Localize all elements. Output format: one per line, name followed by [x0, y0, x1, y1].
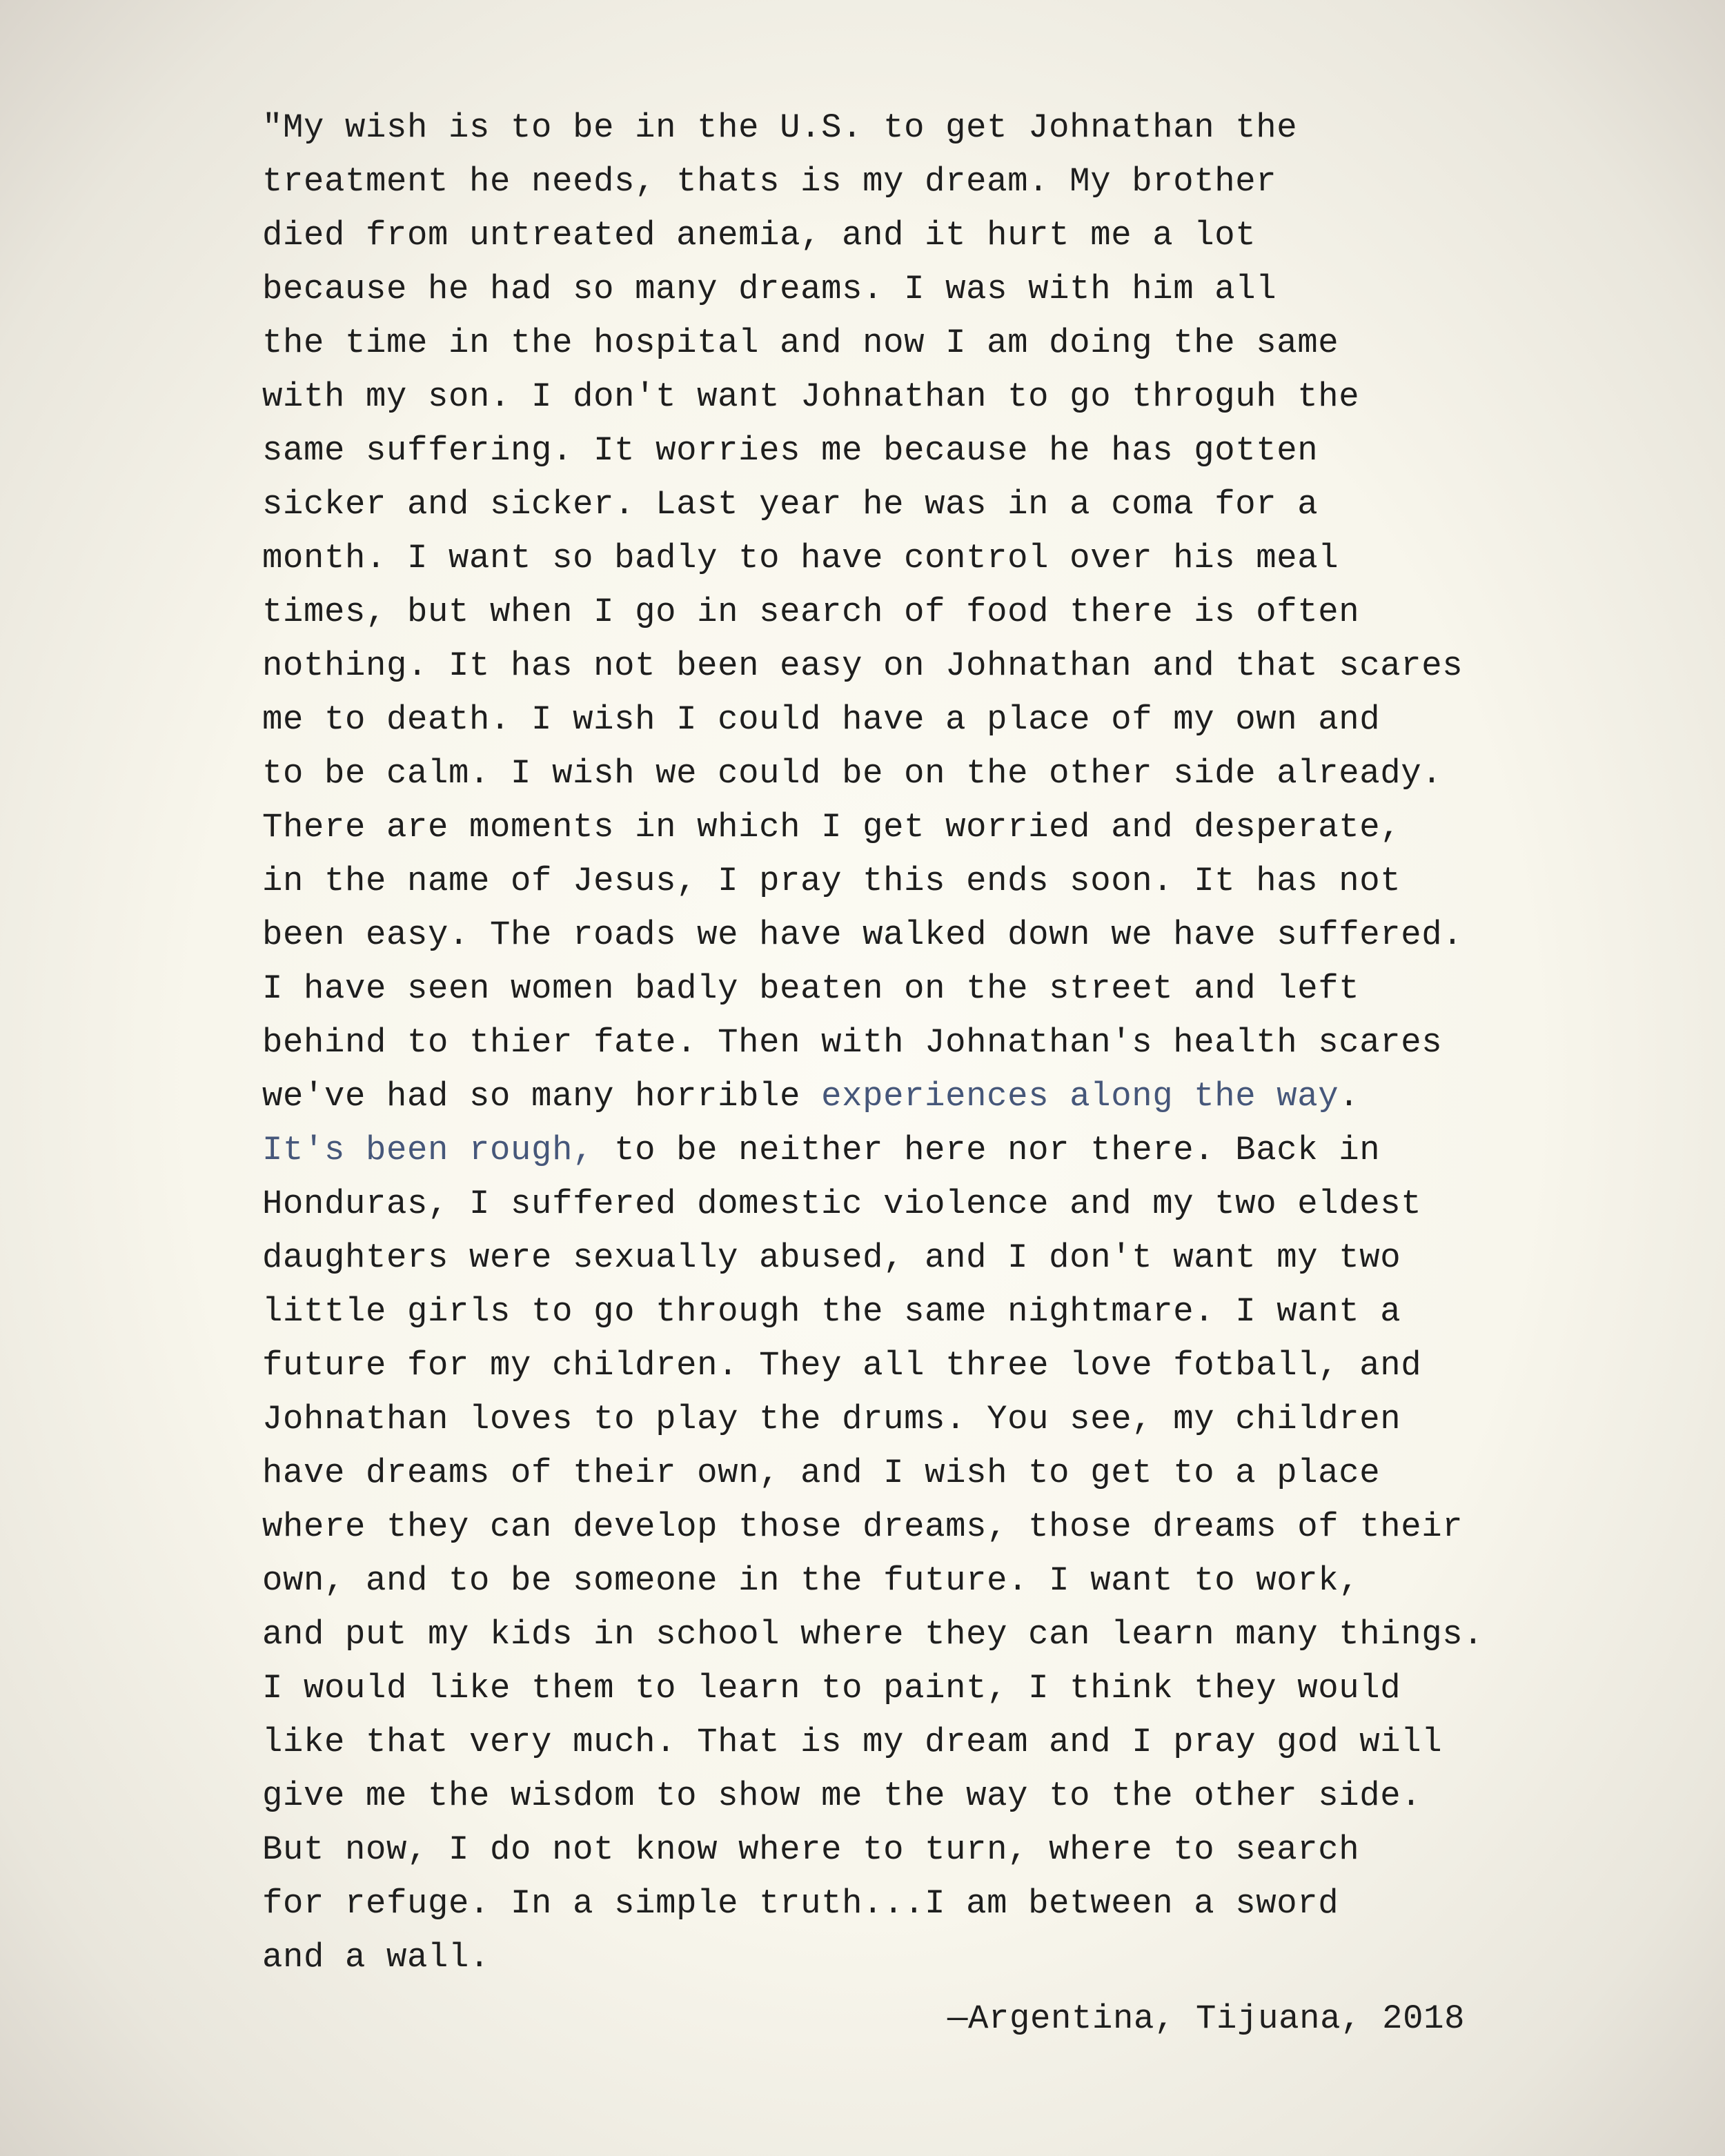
quote-line: treatment he needs, thats is my dream. My brother	[262, 162, 1277, 201]
quote-line: give me the wisdom to show me the way to the other side.	[262, 1777, 1422, 1815]
quote-text	[262, 101, 1642, 1984]
quote-line: future for my children. They all three love fotball, and	[262, 1346, 1422, 1385]
quote-line: sicker and sicker. Last year he was in a coma for a	[262, 485, 1319, 524]
quote-line: for refuge. In a simple truth...I am between a sword	[262, 1884, 1339, 1923]
quote-line	[262, 1123, 1642, 1177]
quote-line: own, and to be someone in the future. I want to work,	[262, 1561, 1360, 1600]
quote-segment: to be neither here nor there. Back in	[593, 1131, 1381, 1169]
quote-line: behind to thier fate. Then with Johnathan's health scares	[262, 1023, 1443, 1062]
attribution: —Argentina, Tijuana, 2018	[947, 1999, 1466, 2038]
quote-line: nothing. It has not been easy on Johnathan and that scares	[262, 646, 1463, 685]
quote-line: in the name of Jesus, I pray this ends soon. It has not	[262, 862, 1401, 900]
quote-line: daughters were sexually abused, and I don't want my two	[262, 1238, 1401, 1277]
quote-line: because he had so many dreams. I was with him all	[262, 270, 1277, 308]
quote-line: the time in the hospital and now I am doing the same	[262, 324, 1339, 362]
quote-line: "My wish is to be in the U.S. to get Johnathan the	[262, 108, 1298, 147]
quote-line: same suffering. It worries me because he has gotten	[262, 431, 1319, 470]
faded-segment: experiences along the way	[821, 1077, 1339, 1116]
quote-line: little girls to go through the same nightmare. I want a	[262, 1292, 1401, 1331]
quote-line: died from untreated anemia, and it hurt me a lot	[262, 216, 1256, 255]
quote-line: I have seen women badly beaten on the street and left	[262, 969, 1360, 1008]
quote-line	[262, 1069, 1642, 1123]
quote-line: me to death. I wish I could have a place of my own and	[262, 700, 1381, 739]
quote-line: There are moments in which I get worried and desperate,	[262, 808, 1401, 847]
quote-line: to be calm. I wish we could be on the other side already.	[262, 754, 1443, 793]
quote-segment: we've had so many horrible	[262, 1077, 822, 1116]
quote-segment: .	[1339, 1077, 1360, 1116]
quote-line: and a wall.	[262, 1938, 491, 1977]
quote-line: But now, I do not know where to turn, where to search	[262, 1830, 1360, 1869]
quote-line: with my son. I don't want Johnathan to go throguh the	[262, 377, 1360, 416]
quote-line: and put my kids in school where they can learn many things.	[262, 1615, 1484, 1654]
quote-line: I would like them to learn to paint, I think they would	[262, 1669, 1401, 1708]
quote-line: like that very much. That is my dream and I pray god will	[262, 1723, 1443, 1761]
quote-line: times, but when I go in search of food there is often	[262, 593, 1360, 631]
quote-line: where they can develop those dreams, those dreams of their	[262, 1507, 1463, 1546]
quote-line: have dreams of their own, and I wish to get to a place	[262, 1454, 1381, 1492]
quote-line: Johnathan loves to play the drums. You see, my children	[262, 1400, 1401, 1438]
quote-line: Honduras, I suffered domestic violence and my two eldest	[262, 1185, 1422, 1223]
quote-line: month. I want so badly to have control over his meal	[262, 539, 1339, 577]
quote-line: been easy. The roads we have walked down we have suffered.	[262, 916, 1463, 954]
faded-segment: It's been rough,	[262, 1131, 594, 1169]
